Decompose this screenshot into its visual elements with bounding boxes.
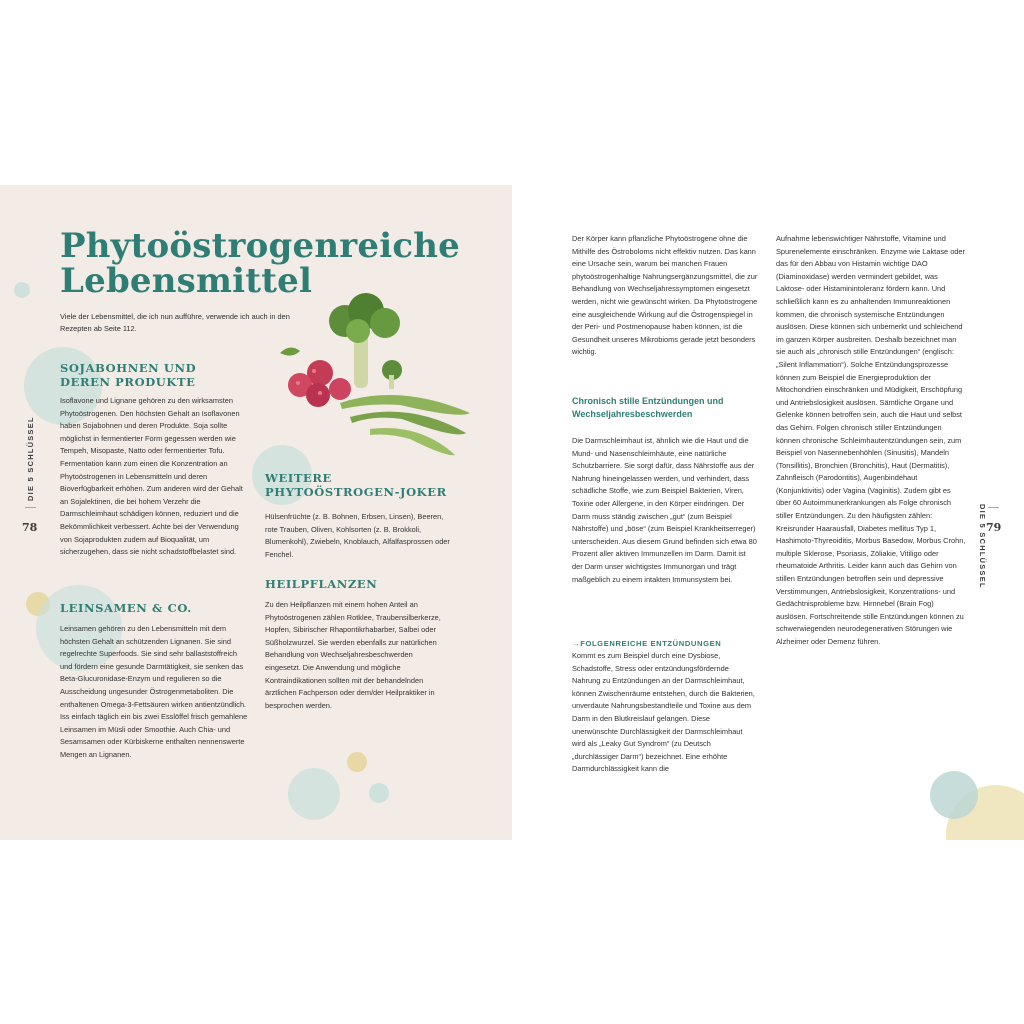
arrow-right-icon: →	[572, 639, 581, 648]
text-heilpflanzen: Zu den Heilpflanzen mit einem hohen Anteil an Phytoöstrogenen zählen Rotklee, Traubensilberkerze, Hopfen, Sibirischer Rhapontikrhabarber, Salbei oder Süßholzwurzel. Sie werden ebenfalls zur natürlichen Behandlung von Wechseljahresbeschwerden eingesetzt. Die Anwendung und mögliche Kontraindikationen sollten mit der behandelnden ärztlichen Fachperson oder dem/der Heilpraktiker in besprochen werden.	[265, 600, 441, 710]
right-page	[512, 185, 1024, 840]
text-leinsamen: Leinsamen gehören zu den Lebensmitteln mit dem höchsten Gehalt an schützenden Lignanen. Sie sind regelrechte Superfoods. Sie sind sehr ballaststoffreich und fördern eine gesunde Darmtätigkeit, sie senken das Beta-Glucuronidase-Enzym und regulieren so die Ausscheidung ungesunder Östrogenmetaboliten. Die enthaltenen Omega-3-Fettsäuren wirken antientzündlich. Iss einfach täglich ein bis zwei Esslöffel frisch gemahlene Leinsamen im Müsli oder Smoothie. Auch Chia- und Sesamsamen oder Kürbiskerne enthalten nennenswerte Mengen an Lignanen.	[60, 624, 248, 759]
text-col1-darmschleimhaut: Die Darmschleimhaut ist, ähnlich wie die Haut und die Mund- und Nasenschleimhäute, eine natürliche Schutzbarriere. Sie sorgt dafür, dass Nährstoffe aus der Nahrung hineingelassen werden, und verhindert, dass schädliche Stoffe, wie zum Beispiel Bakterien, Viren, Toxine oder Allergene, in den Körper eindringen. Der Darm muss ständig zwischen „gut“ (zum Beispiel Nährstoffe) und „böse“ (zum Beispiel Krankheitserreger) unterscheiden. Aus diesem Grund befinden sich etwa 80 Prozent aller aktiven Immunzellen im Darm. Damit ist der Darm unser wichtigstes Immunorgan und trägt maßgeblich zu einem intakten Immunsystem bei.	[572, 436, 757, 584]
heading-heilpflanzen: HEILPFLANZEN	[265, 577, 378, 591]
subheading-line-2: Wechseljahresbeschwerden	[572, 409, 693, 419]
decor-dot	[347, 752, 367, 772]
decor-dot	[288, 768, 340, 820]
book-spread	[0, 185, 1024, 840]
page-title	[60, 226, 500, 301]
side-divider	[988, 507, 999, 508]
heading-soja	[60, 361, 260, 389]
subheading-entzuendungen	[572, 395, 762, 421]
text-col1-leaky-gut: Kommt es zum Beispiel durch eine Dysbiose, Schadstoffe, Stress oder entzündungsfördernde Nahrung zu Entzündungen an der Darmschleimhaut, können Zwischenräume entstehen, durch die Bakterien, unverdaute Nahrungsbestandteile und Toxine aus dem Darm in den Blutkreislauf gelangen. Diese unerwünschte Durchlässigkeit der Darmschleimhaut wird als „Leaky Gut Syndrom“ (zu Deutsch „durchlässiger Darm“) bezeichnet. Eine erhöhte Darmdurchlässigkeit kann die	[572, 651, 755, 774]
broccoli-icon	[329, 293, 402, 389]
decor-dot	[930, 771, 978, 819]
chapter-side-label: DIE 5 SCHLÜSSEL	[978, 504, 987, 589]
small-heading-folgenreiche	[572, 639, 762, 648]
raspberry-icon	[280, 347, 351, 407]
text-col1-intro: Der Körper kann pflanzliche Phytoöstrogene ohne die Mithilfe des Östroboloms nicht effektiv nutzen. Das kann eine Ursache sein, warum bei manchen Frauen phytoöstrogenhaltige Nahrungsergänzungsmittel, die zur Behandlung von Wechseljahressymptomen eingesetzt werden, nicht wie gewünscht wirken. Da Phytoöstrogene eine ausgleichende Wirkung auf die Östrogenspiegel in der Peri- und Postmenopause haben können, ist die Gesundheit unseres Mikrobioms gerade jetzt besonders wichtig.	[572, 234, 758, 357]
page-number-left: 78	[22, 521, 38, 534]
text-soja: Isoflavone und Lignane gehören zu den wirksamsten Phytoöstrogenen. Den höchsten Gehalt an Isoflavonen haben Sojabohnen und deren Produkte. Soja sollte möglichst in fermentierter Form gegessen werden wie Tempeh, Misopaste, Natto oder fermentierter Tofu. Fermentation kann zum einen die Konzentration an Phytoöstrogenen in Lebensmitteln und deren Bioverfügbarkeit erhöhen. Zum anderen wird der Gehalt an Sojalektinen, die bei hohem Verzehr die Darmschleimhaut schädigen können, reduziert und die Bekömmlichkeit verbessert. Achte bei der Verwendung von Sojaprodukten zudem auf Bioqualität, um sicherzugehen, dass sie nicht schadstoffbelastet sind.	[60, 396, 243, 557]
text-joker: Hülsenfrüchte (z. B. Bohnen, Erbsen, Linsen), Beeren, rote Trauben, Oliven, Kohlsorten (z. B. Brokkoli, Blumenkohl), Zwiebeln, Knoblauch, Alfalfasprossen oder Fenchel.	[265, 512, 450, 559]
chapter-side-label: DIE 5 SCHLÜSSEL	[26, 416, 35, 501]
text-col2: Aufnahme lebenswichtiger Nährstoffe, Vitamine und Spurenelemente einschränken. Enzyme wie Laktase oder das für den Abbau von Histamin wichtige DAO (Diaminoxidase) werden vermindert gebildet, was Laktose- oder Histaminintoleranz fördern kann. Und schließlich kann es zu anhaltenden Immunreaktionen kommen, die chronisch systemische Entzündungen auslösen. Diese können sich unbemerkt und schleichend im ganzen Körper ausbreiten. Deshalb bezeichnet man sie auch als „chronisch stille Entzündungen“ (englisch: „Silent Inflammation“). Solche Entzündungsprozesse können zum Beispiel die Energieproduktion der Mitochondrien einschränken und Müdigkeit, Erschöpfung und Antriebslosigkeit auslösen. Sämtliche Organe und Gelenke können betroffen sein, auch die Haut und selbst das Gehirn. Folgen chronisch stiller Entzündungen können chronische Schleimhautentzündungen sein, zum Beispiel von Nasennebenhöhlen (Sinusitis), Mandeln (Tonsillitis), Bronchien (Bronchitis), Haut (Dermatitis), Zahnfleisch (Parodontitis), Augenbindehaut (Konjunktivitis) oder Vagina (Vaginitis). Zudem gibt es über 60 Autoimmunerkrankungen als Folge chronisch stiller Entzündungen. Zu den häufigsten zählen: Kreisrunder Haarausfall, Diabetes mellitus Typ 1, Hashimoto-Thyreoiditis, Morbus Basedow, Morbus Crohn, multiple Sklerose, Psoriasis, Zöliakie, Vitiligo oder rheumatoide Arthritis. Leider kann auch das Gehirn von stillen Entzündungen betroffen sein und depressive Verstimmungen, Antriebslosigkeit, Konzentrations- und Gedächtnisprobleme bzw. Hirnnebel (Brain Fog) auslösen. Fortschreitende stille Entzündungen können zu schwerwiegenden neurodegenerativen Störungen wie Alzheimer oder Demenz führen.	[776, 234, 966, 646]
heading-joker-line-2: PHYTOÖSTROGEN-JOKER	[265, 485, 447, 499]
heading-joker-line-1: WEITERE	[265, 471, 332, 485]
intro-text: Viele der Lebensmittel, die ich nun aufführe, verwende ich auch in den Rezepten ab Seite 112.	[60, 312, 290, 333]
small-heading-text: FOLGENREICHE ENTZÜNDUNGEN	[580, 639, 722, 648]
title-line-2: Lebensmittel	[60, 261, 313, 301]
left-page	[0, 185, 512, 840]
decor-dot	[369, 783, 389, 803]
page-number-right: 79	[986, 521, 1002, 534]
decor-dot	[14, 282, 30, 298]
green-beans-icon	[340, 395, 470, 455]
heading-leinsamen: LEINSAMEN & CO.	[60, 601, 192, 615]
side-divider	[25, 507, 36, 508]
heading-joker	[265, 471, 465, 499]
heading-soja-line-1: SOJABOHNEN UND	[60, 361, 197, 375]
vegetables-illustration	[270, 293, 480, 463]
heading-soja-line-2: DEREN PRODUKTE	[60, 375, 196, 389]
subheading-line-1: Chronisch stille Entzündungen und	[572, 396, 724, 406]
title-line-1: Phytoöstrogenreiche	[60, 226, 460, 266]
